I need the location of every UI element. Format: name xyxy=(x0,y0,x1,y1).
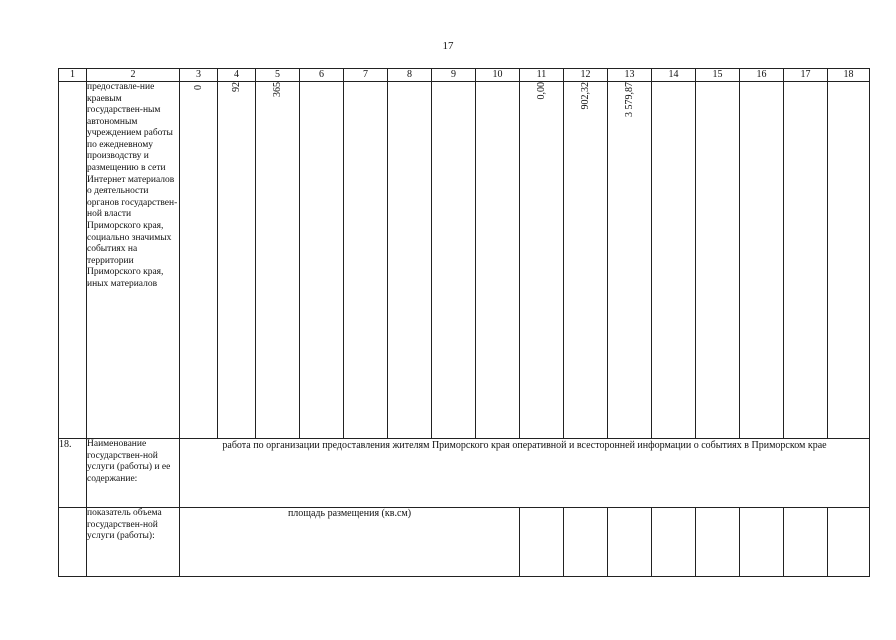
table-cell xyxy=(344,82,388,439)
column-header: 5 xyxy=(256,69,300,82)
column-header: 1 xyxy=(59,69,87,82)
table-cell xyxy=(180,82,218,439)
column-header: 3 xyxy=(180,69,218,82)
table-row xyxy=(59,508,870,577)
column-header-row xyxy=(59,69,870,82)
table-cell xyxy=(696,82,740,439)
table-cell xyxy=(520,82,564,439)
page-number: 17 xyxy=(442,40,454,52)
table-cell xyxy=(740,82,784,439)
table-cell xyxy=(828,508,870,577)
table-cell xyxy=(564,508,608,577)
table-row xyxy=(59,82,870,439)
table-cell xyxy=(432,82,476,439)
table-cell xyxy=(300,82,344,439)
column-header: 15 xyxy=(696,69,740,82)
column-header: 18 xyxy=(828,69,870,82)
column-header: 13 xyxy=(608,69,652,82)
table-cell xyxy=(256,82,300,439)
table-cell xyxy=(784,508,828,577)
table-cell xyxy=(388,82,432,439)
value-col12: 902,32 xyxy=(579,82,591,110)
data-table xyxy=(58,68,870,577)
work-description: предоставле-ние краевым государствен-ным автономным учреждением работы по ежедневному производству и размещению в сети Интернет материалов о деятельности органов государствен-ной власти Приморского края, социально значимых событиях на территории Приморского края, иных материалов xyxy=(87,82,180,439)
column-header: 8 xyxy=(388,69,432,82)
column-header: 16 xyxy=(740,69,784,82)
table-cell xyxy=(59,508,87,577)
column-header: 4 xyxy=(218,69,256,82)
table-cell xyxy=(59,82,87,439)
service-content: работа по организации предоставления жителям Приморского края оперативной и всесторонней информации о событиях в Приморском крае xyxy=(180,439,870,508)
volume-indicator-content: площадь размещения (кв.см) xyxy=(180,508,520,577)
column-header: 6 xyxy=(300,69,344,82)
table-cell xyxy=(652,82,696,439)
volume-indicator-label: показатель объема государствен-ной услуги (работы): xyxy=(87,508,180,577)
column-header: 12 xyxy=(564,69,608,82)
table-cell xyxy=(608,508,652,577)
column-header: 11 xyxy=(520,69,564,82)
table-row xyxy=(59,439,870,508)
value-col11: 0,00 xyxy=(535,82,547,100)
table-cell xyxy=(696,508,740,577)
table-cell xyxy=(828,82,870,439)
column-header: 9 xyxy=(432,69,476,82)
column-header: 2 xyxy=(87,69,180,82)
column-header: 7 xyxy=(344,69,388,82)
column-header: 17 xyxy=(784,69,828,82)
value-col3: 0 xyxy=(192,85,204,90)
table-cell xyxy=(476,82,520,439)
value-col4: 92 xyxy=(230,82,242,92)
row-number: 18. xyxy=(59,439,87,508)
column-header: 14 xyxy=(652,69,696,82)
service-name-label: Наименование государствен-ной услуги (работы) и ее содержание: xyxy=(87,439,180,508)
table-cell xyxy=(520,508,564,577)
table-cell xyxy=(784,82,828,439)
table-cell xyxy=(652,508,696,577)
table-cell xyxy=(740,508,784,577)
value-col5: 365 xyxy=(271,82,283,97)
value-col13: 3 579,87 xyxy=(623,82,635,117)
table-cell xyxy=(564,82,608,439)
column-header: 10 xyxy=(476,69,520,82)
table-cell xyxy=(608,82,652,439)
table-cell xyxy=(218,82,256,439)
